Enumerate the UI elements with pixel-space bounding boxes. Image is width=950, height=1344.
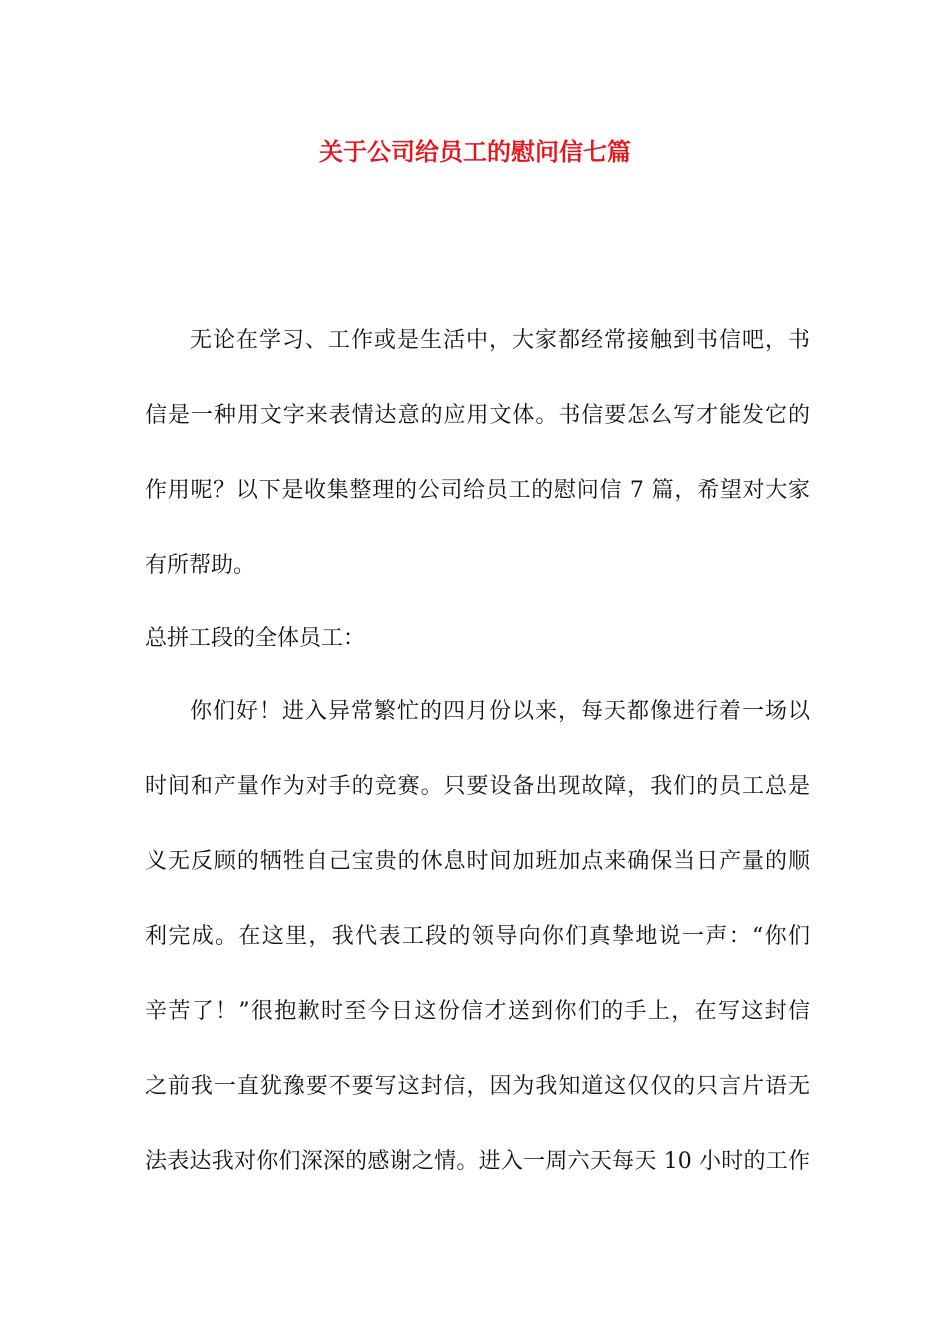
paragraph-line: 法表达我对你们深深的感谢之情。进入一周六天每天 10 小时的工作 (145, 1149, 810, 1174)
paragraph-line: 作用呢？以下是收集整理的公司给员工的慰问信 7 篇，希望对大家 (145, 478, 810, 503)
salutation-line: 总拼工段的全体员工： (145, 626, 366, 651)
paragraph-line: 你们好！进入异常繁忙的四月份以来，每天都像进行着一场以 (190, 699, 810, 724)
paragraph-line: 时间和产量作为对手的竞赛。只要设备出现故障，我们的员工总是 (145, 774, 810, 799)
paragraph-line: 有所帮助。 (145, 553, 256, 578)
document-title: 关于公司给员工的慰问信七篇 (319, 138, 631, 166)
paragraph-line: 无论在学习、工作或是生活中，大家都经常接触到书信吧，书 (190, 328, 810, 353)
paragraph-line: 义无反顾的牺牲自己宝贵的休息时间加班加点来确保当日产量的顺 (145, 849, 810, 874)
paragraph-line: 之前我一直犹豫要不要写这封信，因为我知道这仅仅的只言片语无 (145, 1074, 810, 1099)
paragraph-line: 利完成。在这里，我代表工段的领导向你们真挚地说一声：“你们 (145, 924, 810, 949)
paragraph-line: 信是一种用文字来表情达意的应用文体。书信要怎么写才能发它的 (145, 403, 810, 428)
document-body (145, 318, 810, 1214)
paragraph-line: 辛苦了！”很抱歉时至今日这份信才送到你们的手上，在写这封信 (145, 999, 810, 1024)
